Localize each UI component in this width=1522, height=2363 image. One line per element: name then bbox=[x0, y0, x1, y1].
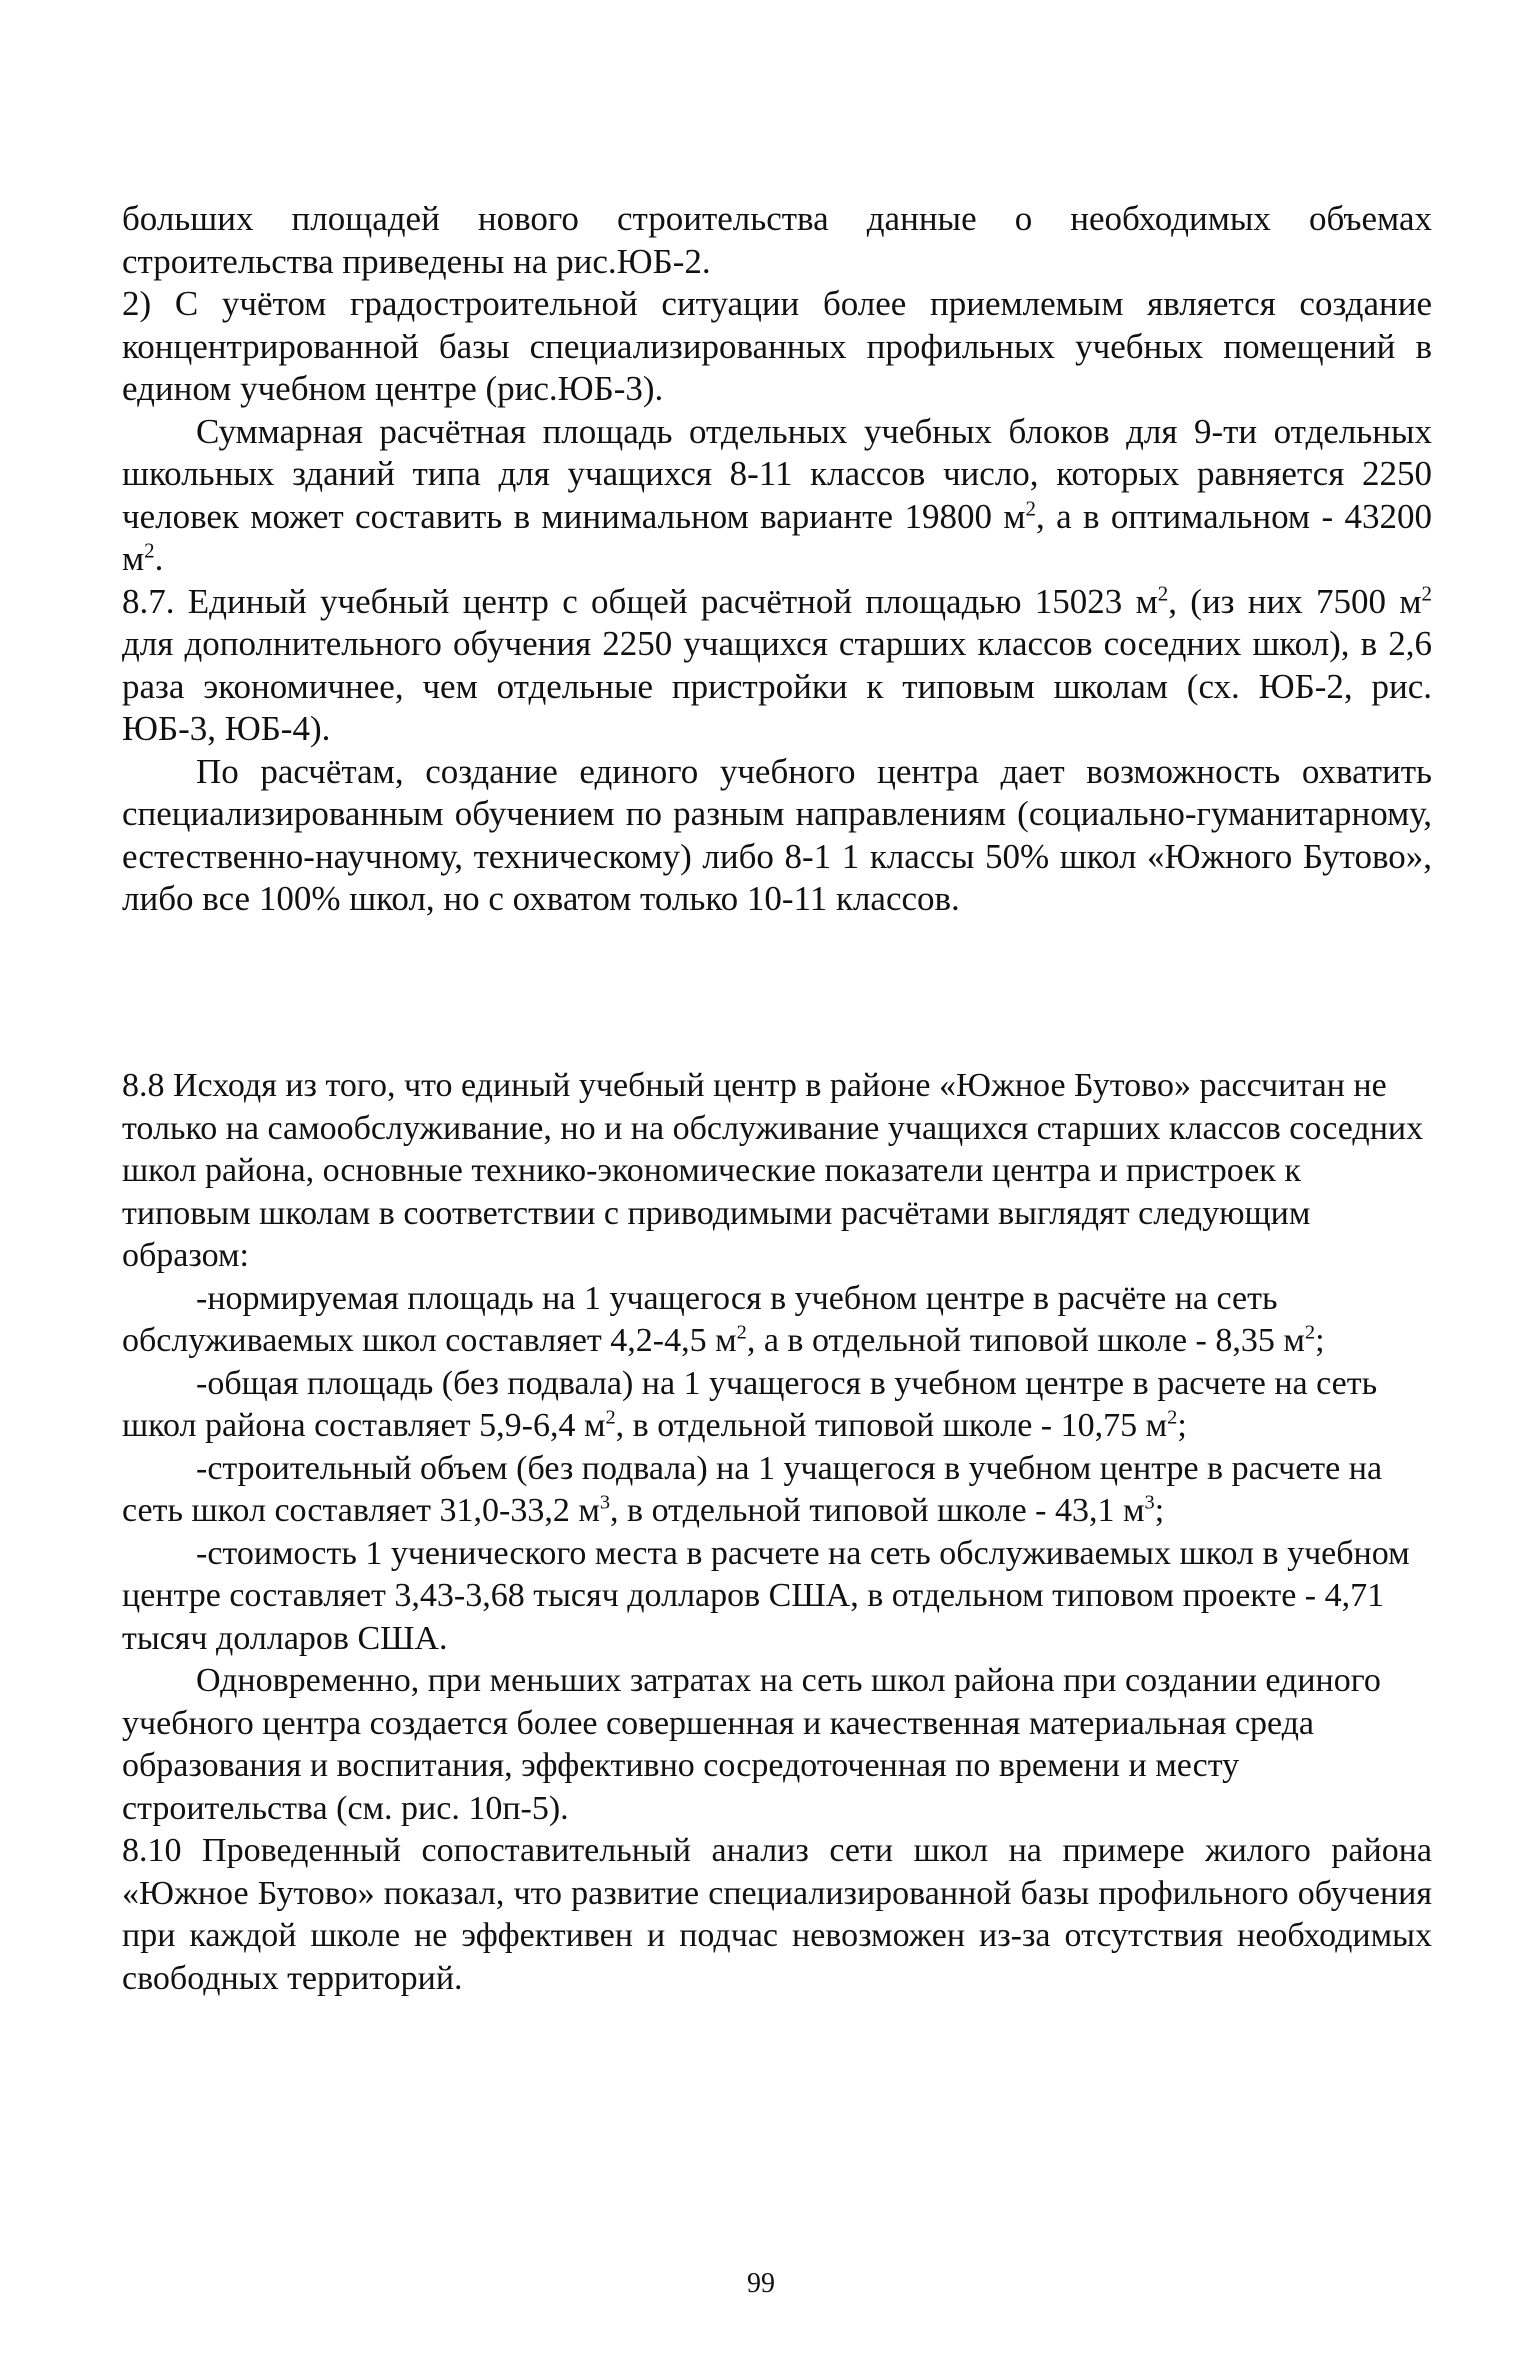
paragraph-3: Суммарная расчётная площадь отдельных учебных блоков для 9-ти отдельных школьных зданий типа для учащихся 8-11 классов число, которых равняется 2250 человек может составить в минимальном варианте 19800 $м^2$, а в оптимальном - 43200 $м^2$. bbox=[122, 411, 1432, 578]
paragraph-6: 8.8 Исходя из того, что единый учебный центр в районе «Южное Бутово» рассчитан не только на самообслуживание, но и на обслуживание учащихся старших классов соседних школ района, основные технико-экономические показатели центра и пристроек к типовым школам в соответствии с приводимыми расчётами выглядят следующим образом: bbox=[122, 1067, 1424, 1274]
paragraph-1: больших площадей нового строительства данные о необходимых объемах строительства приведены на рис.ЮБ-2. bbox=[122, 199, 1432, 281]
bullet-item-3: -строительный объем (без подвала) на 1 учащегося в учебном центре в расчете на сеть школ составляет 31,0-33,2 $м^3$, в отдельной типовой школе - 43,1 $м^3$; bbox=[122, 1449, 1383, 1529]
paragraph-4: 8.7. Единый учебный центр с общей расчётной площадью 15023 $м^2$, (из них 7500 $м^2$ для дополнительного обучения 2250 учащихся старших классов соседних школ), в 2,6 раза экономичнее, чем отдельные пристройки к типовым школам (сх. ЮБ-2, рис. ЮБ-3, ЮБ-4). bbox=[122, 580, 1432, 748]
bullet-item-2: -общая площадь (без подвала) на 1 учащегося в учебном центре в расчете на сеть школ района составляет 5,9-6,4 $м^2$, в отдельной типовой школе - 10,75 $м^2$; bbox=[122, 1364, 1378, 1444]
bullet-item-4: -стоимость 1 ученического места в расчете на сеть обслуживаемых школ в учебном центре составляет 3,43-3,68 тысяч долларов США, в отдельном типовом проекте - 4,71 тысяч долларов США. bbox=[122, 1534, 1410, 1657]
text-block-top bbox=[122, 198, 1432, 921]
page-number: 99 bbox=[747, 2268, 775, 2299]
text-block-bottom bbox=[122, 1065, 1432, 2000]
paragraph-5: По расчётам, создание единого учебного центра дает возможность охватить специализированным обучением по разным направлениям (социально-гуманитарному, естественно-научному, техническому) либо 8-1 1 классы 50% школ «Южного Бутово», либо все 100% школ, но с охватом только 10-11 классов. bbox=[122, 751, 1432, 918]
bullet-item-1: -нормируемая площадь на 1 учащегося в учебном центре в расчёте на сеть обслуживаемых школ составляет 4,2-4,5 $м^2$, а в отдельной типовой школе - 8,35 $м^2$; bbox=[122, 1279, 1325, 1359]
paragraph-8: 8.10 Проведенный сопоставительный анализ сети школ на примере жилого района «Южное Бутово» показал, что развитие специализированной базы профильного обучения при каждой школе не эффективен и подчас невозможен из-за отсутствия необходимых свободных территорий. bbox=[122, 1832, 1432, 1997]
paragraph-2: 2) С учётом градостроительной ситуации более приемлемым является создание концентрированной базы специализированных профильных учебных помещений в едином учебном центре (рис.ЮБ-3). bbox=[122, 284, 1432, 408]
paragraph-7: Одновременно, при меньших затратах на сеть школ района при создании единого учебного центра создается более совершенная и качественная материальная среда образования и воспитания, эффективно сосредоточенная по времени и месту строительства (см. рис. 10п-5). bbox=[122, 1662, 1381, 1827]
